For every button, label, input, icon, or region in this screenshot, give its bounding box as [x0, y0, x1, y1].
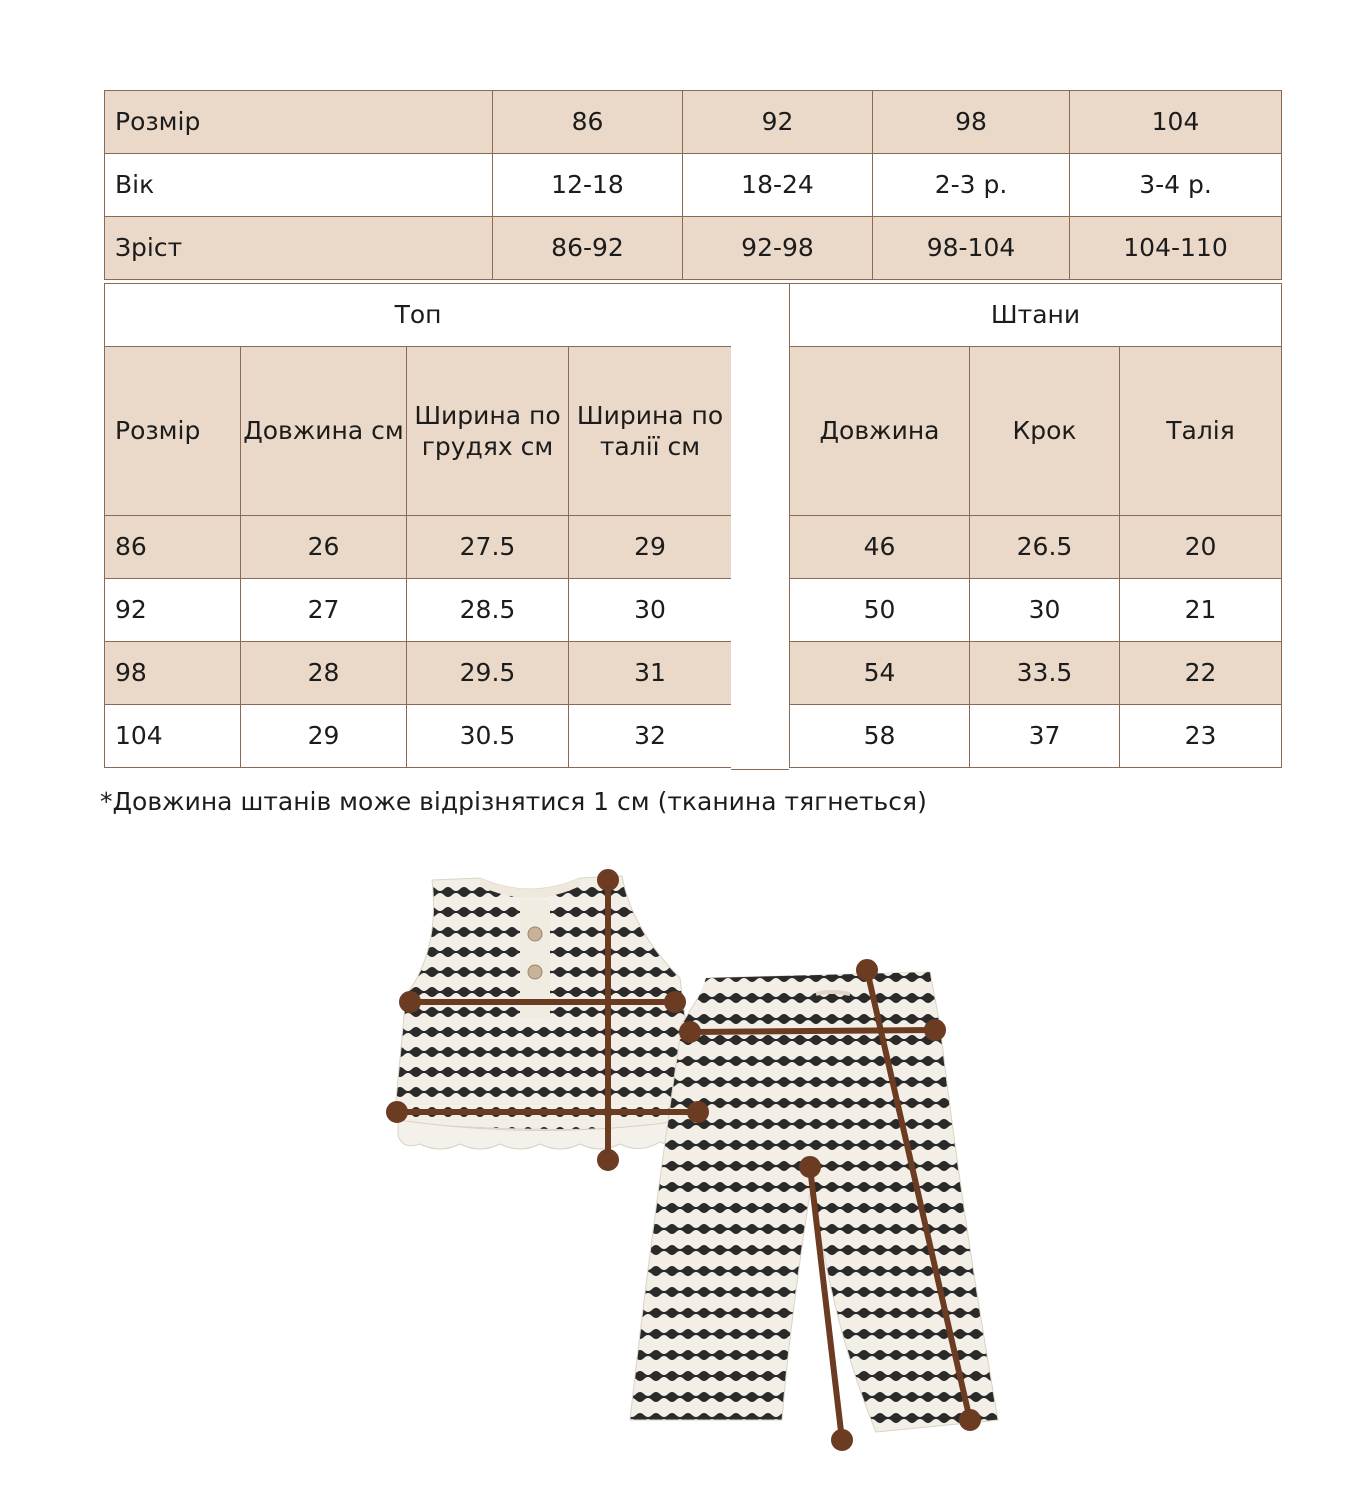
striped-top [394, 876, 700, 1149]
row-label: Вік [105, 154, 493, 217]
cell: 20 [1120, 516, 1282, 579]
top-header-row [105, 347, 732, 516]
cell: 23 [1120, 705, 1282, 768]
column-header: Крок [970, 347, 1120, 516]
cell: 21 [1120, 579, 1282, 642]
cell: 86 [105, 516, 241, 579]
size-table [104, 90, 1282, 280]
size-row [105, 91, 1282, 154]
cell: 46 [790, 516, 970, 579]
cell: 104 [105, 705, 241, 768]
cell: 58 [790, 705, 970, 768]
cell: 27.5 [407, 516, 569, 579]
cell: 12-18 [493, 154, 683, 217]
cell: 86-92 [493, 217, 683, 280]
table-row [790, 642, 1282, 705]
table-row [790, 516, 1282, 579]
cell: 22 [1120, 642, 1282, 705]
cell: 26 [241, 516, 407, 579]
cell: 92-98 [683, 217, 873, 280]
cell: 31 [569, 642, 732, 705]
cell: 3-4 р. [1070, 154, 1282, 217]
cell: 54 [790, 642, 970, 705]
column-header: Ширина по грудях см [407, 347, 569, 516]
cell: 30 [569, 579, 732, 642]
top-title: Топ [105, 284, 732, 347]
cell: 37 [970, 705, 1120, 768]
cell: 18-24 [683, 154, 873, 217]
cell: 30 [970, 579, 1120, 642]
cell: 104-110 [1070, 217, 1282, 280]
pants-title-row [790, 284, 1282, 347]
table-row [105, 642, 732, 705]
pants-title: Штани [790, 284, 1282, 347]
age-row [105, 154, 1282, 217]
cell: 32 [569, 705, 732, 768]
pants-measurements-table [789, 283, 1282, 768]
pants-header-row [790, 347, 1282, 516]
column-header: Розмір [105, 347, 241, 516]
column-header: Довжина см [241, 347, 407, 516]
cell: 27 [241, 579, 407, 642]
cell: 29 [569, 516, 732, 579]
cell: 28 [241, 642, 407, 705]
cell: 29.5 [407, 642, 569, 705]
cell: 29 [241, 705, 407, 768]
row-label: Зріст [105, 217, 493, 280]
cell: 50 [790, 579, 970, 642]
cell: 28.5 [407, 579, 569, 642]
top-title-row [105, 284, 732, 347]
height-row [105, 217, 1282, 280]
cell: 98 [873, 91, 1070, 154]
garment-illustration [380, 860, 1020, 1460]
table-row [790, 705, 1282, 768]
cell: 86 [493, 91, 683, 154]
table-row [105, 579, 732, 642]
column-header: Талія [1120, 347, 1282, 516]
cell: 26.5 [970, 516, 1120, 579]
column-header: Довжина [790, 347, 970, 516]
cell: 2-3 р. [873, 154, 1070, 217]
cell: 92 [683, 91, 873, 154]
cell: 98 [105, 642, 241, 705]
table-row [105, 516, 732, 579]
cell: 92 [105, 579, 241, 642]
cell: 104 [1070, 91, 1282, 154]
table-gap [731, 283, 789, 770]
table-row [105, 705, 732, 768]
table-row [790, 579, 1282, 642]
cell: 33.5 [970, 642, 1120, 705]
top-measurements-table [104, 283, 732, 768]
cell: 30.5 [407, 705, 569, 768]
column-header: Ширина по талії см [569, 347, 732, 516]
footnote: *Довжина штанів може відрізнятися 1 см (тканина тягнеться) [100, 787, 927, 816]
cell: 98-104 [873, 217, 1070, 280]
row-label: Розмір [105, 91, 493, 154]
